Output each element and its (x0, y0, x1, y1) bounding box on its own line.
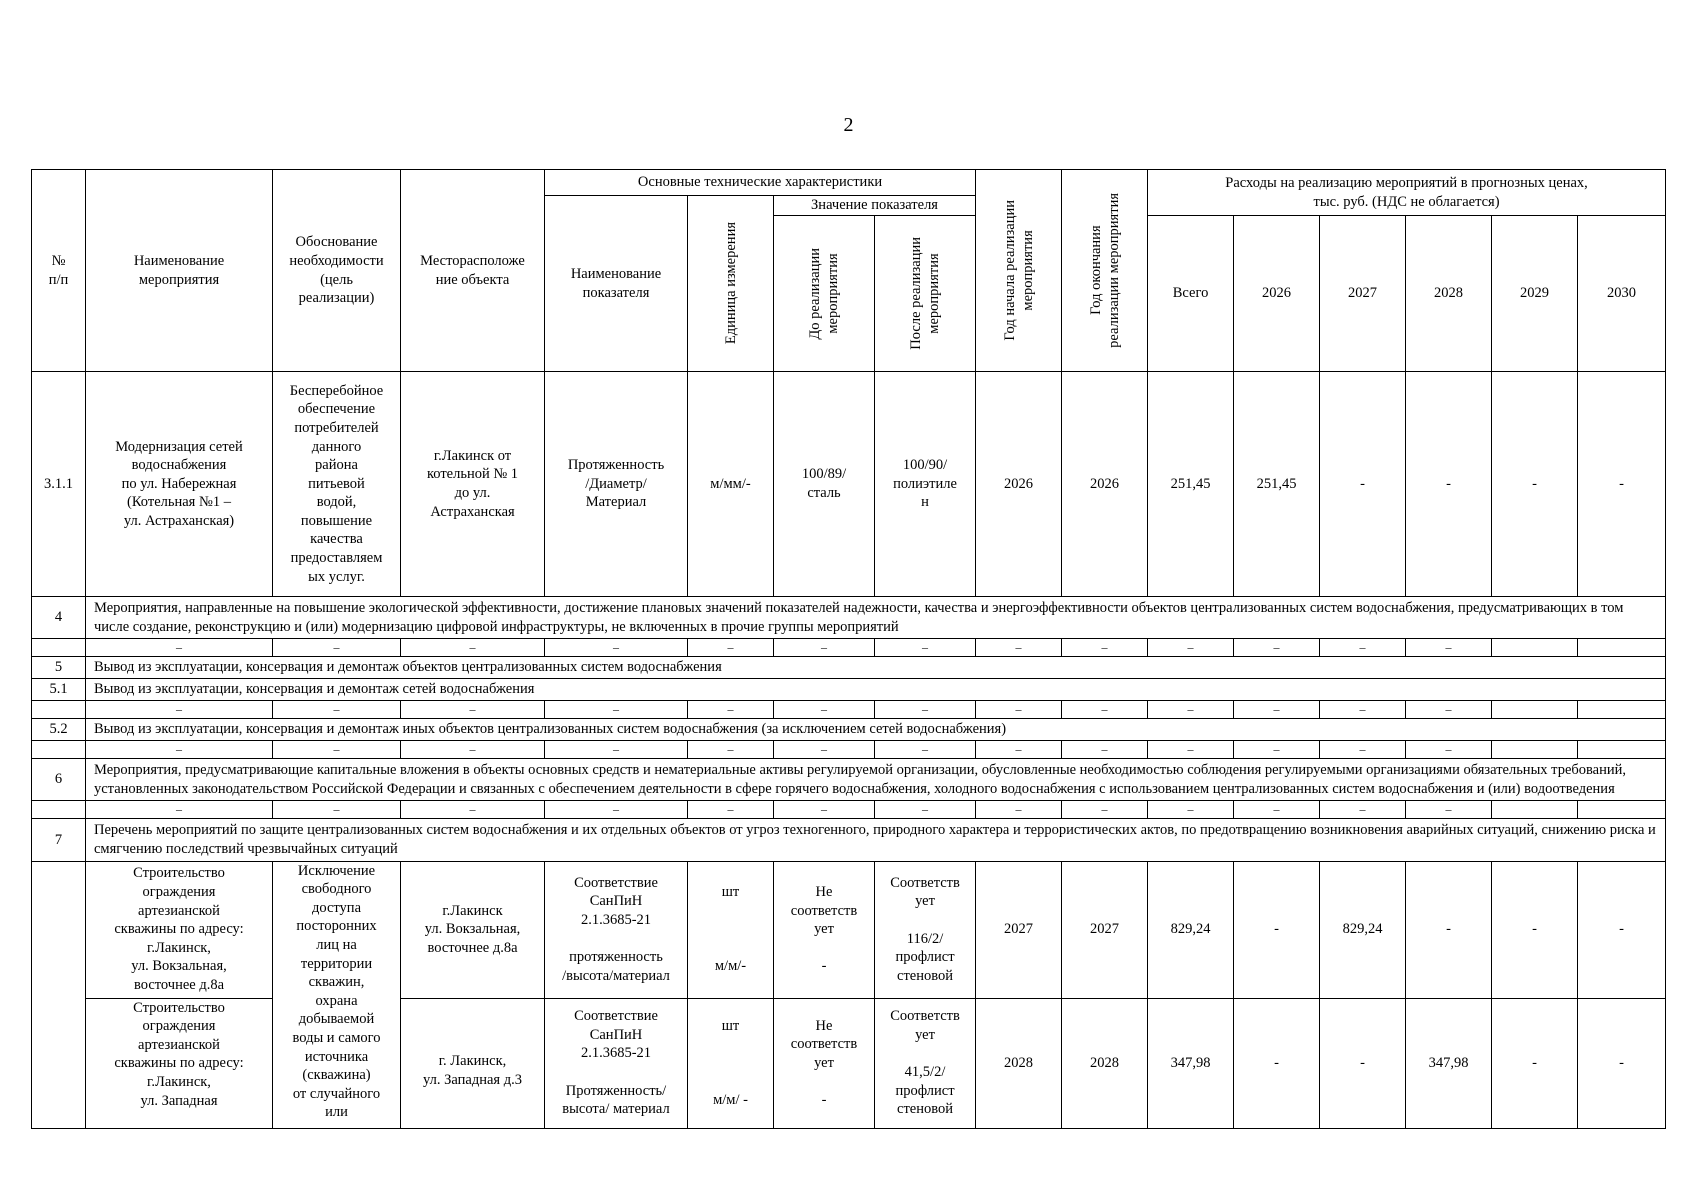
header-indicator-name: Наименование показателя (545, 196, 688, 372)
dash-cell: – (86, 741, 273, 759)
section-text: Вывод из эксплуатации, консервация и демонтаж объектов централизованных систем водоснабжения (86, 657, 1666, 679)
cell-2028: - (1406, 372, 1492, 597)
dash-cell: – (688, 741, 774, 759)
header-year-2027: 2027 (1320, 216, 1406, 372)
header-value-group: Значение показателя (774, 196, 976, 216)
cell-end: 2027 (1062, 861, 1148, 998)
dash-cell: – (273, 639, 401, 657)
dash-cell: – (1148, 801, 1234, 819)
cell-2028: - (1406, 861, 1492, 998)
dash-cell: – (774, 639, 875, 657)
cell-total: 347,98 (1148, 998, 1234, 1128)
cell-2029: - (1492, 861, 1578, 998)
cell-2030: - (1578, 998, 1666, 1128)
cell-start: 2028 (976, 998, 1062, 1128)
cell-location: г.Лакинск ул. Вокзальная, восточнее д.8а (401, 861, 545, 998)
section-text: Перечень мероприятий по защите централизованных систем водоснабжения и их отдельных объектов от угроз техногенного, природного характера и террористических актов, по предотвращению возникновения аварийных ситуаций, снижению риска и смягчению последствий чрезвычайных ситуаций (86, 819, 1666, 861)
dash-cell: – (1406, 741, 1492, 759)
cell-before: Не соответств ует - (774, 861, 875, 998)
cell-2026: - (1234, 998, 1320, 1128)
dash-cell: – (1062, 801, 1148, 819)
measures-table (31, 169, 1666, 1129)
dash-cell: – (875, 741, 976, 759)
header-costs-group: Расходы на реализацию мероприятий в прогнозных ценах, тыс. руб. (НДС не облагается) (1148, 170, 1666, 216)
header-year-2026: 2026 (1234, 216, 1320, 372)
section-row (32, 597, 1666, 639)
cell-name: Строительство ограждения артезианской скважины по адресу: г.Лакинск, ул. Западная (86, 998, 273, 1128)
header-year-2030: 2030 (1578, 216, 1666, 372)
cell-after: 100/90/ полиэтиле н (875, 372, 976, 597)
dash-cell: – (1320, 741, 1406, 759)
cell-start: 2027 (976, 861, 1062, 998)
header-year-2029: 2029 (1492, 216, 1578, 372)
cell-num: 3.1.1 (32, 372, 86, 597)
header-unit: Единица измерения (688, 196, 774, 372)
dash-cell: – (86, 701, 273, 719)
cell-name: Модернизация сетей водоснабжения по ул. Набережная (Котельная №1 – ул. Астраханская) (86, 372, 273, 597)
cell-2030: - (1578, 861, 1666, 998)
header-end-year: Год окончания реализации мероприятия (1062, 170, 1148, 372)
dash-cell: – (1234, 701, 1320, 719)
cell-2027: 829,24 (1320, 861, 1406, 998)
header-name: Наименование мероприятия (86, 170, 273, 372)
header-year-2028: 2028 (1406, 216, 1492, 372)
dash-cell: – (1320, 801, 1406, 819)
section-num: 6 (32, 759, 86, 801)
dash-cell: – (976, 639, 1062, 657)
cell-2029: - (1492, 372, 1578, 597)
dash-cell: – (1062, 701, 1148, 719)
cell-after: Соответств ует 116/2/ профлист стеновой (875, 861, 976, 998)
header-start-year: Год начала реализации мероприятия (976, 170, 1062, 372)
cell-2027: - (1320, 998, 1406, 1128)
table-row (32, 861, 1666, 998)
cell-unit: шт м/м/- (688, 861, 774, 998)
cell-start: 2026 (976, 372, 1062, 597)
dash-row (32, 639, 1666, 657)
dash-cell: – (875, 639, 976, 657)
cell-justification: Бесперебойное обеспечение потребителей данного района питьевой водой, повышение качества предоставляем ых услуг. (273, 372, 401, 597)
cell-unit: шт м/м/ - (688, 998, 774, 1128)
dash-cell: – (545, 741, 688, 759)
dash-cell: – (273, 741, 401, 759)
header-tech-group: Основные технические характеристики (545, 170, 976, 196)
dash-cell: – (86, 639, 273, 657)
cell-2029: - (1492, 998, 1578, 1128)
dash-cell: – (273, 801, 401, 819)
dash-cell: – (401, 639, 545, 657)
dash-cell: – (976, 801, 1062, 819)
cell-total: 251,45 (1148, 372, 1234, 597)
cell-indicator: Протяженность /Диаметр/ Материал (545, 372, 688, 597)
section-row (32, 657, 1666, 679)
cell-unit: м/мм/- (688, 372, 774, 597)
cell-end: 2026 (1062, 372, 1148, 597)
dash-cell: – (1406, 639, 1492, 657)
dash-cell: – (401, 701, 545, 719)
section-num: 5.2 (32, 719, 86, 741)
dash-cell: – (1148, 639, 1234, 657)
dash-cell: – (1406, 801, 1492, 819)
dash-cell: – (1234, 741, 1320, 759)
cell-2026: - (1234, 861, 1320, 998)
header-before: До реализации мероприятия (774, 216, 875, 372)
dash-cell: – (1234, 801, 1320, 819)
section-row (32, 679, 1666, 701)
section-row (32, 719, 1666, 741)
cell-indicator: Соответствие СанПиН 2.1.3685-21 Протяженность/ высота/ материал (545, 998, 688, 1128)
cell-2027: - (1320, 372, 1406, 597)
cell-before: Не соответств ует - (774, 998, 875, 1128)
cell-before: 100/89/ сталь (774, 372, 875, 597)
cell-2026: 251,45 (1234, 372, 1320, 597)
cell-location: г.Лакинск от котельной № 1 до ул. Астраханская (401, 372, 545, 597)
dash-cell: – (774, 701, 875, 719)
dash-cell: – (86, 801, 273, 819)
dash-cell: – (401, 801, 545, 819)
cell-name: Строительство ограждения артезианской скважины по адресу: г.Лакинск, ул. Вокзальная, восточнее д.8а (86, 861, 273, 998)
dash-cell: – (545, 639, 688, 657)
header-after: После реализации мероприятия (875, 216, 976, 372)
dash-cell: – (545, 801, 688, 819)
dash-row (32, 801, 1666, 819)
cell-after: Соответств ует 41,5/2/ профлист стеновой (875, 998, 976, 1128)
section-row (32, 759, 1666, 801)
cell-total: 829,24 (1148, 861, 1234, 998)
cell-2030: - (1578, 372, 1666, 597)
header-justification: Обоснование необходимости (цель реализации) (273, 170, 401, 372)
dash-cell: – (774, 801, 875, 819)
dash-cell: – (401, 741, 545, 759)
cell-num (32, 861, 86, 1128)
cell-end: 2028 (1062, 998, 1148, 1128)
section-text: Вывод из эксплуатации, консервация и демонтаж сетей водоснабжения (86, 679, 1666, 701)
dash-cell: – (1320, 639, 1406, 657)
dash-cell: – (1148, 701, 1234, 719)
dash-cell: – (688, 801, 774, 819)
section-row (32, 819, 1666, 861)
header-num: № п/п (32, 170, 86, 372)
dash-cell: – (1148, 741, 1234, 759)
table-row (32, 372, 1666, 597)
section-text: Вывод из эксплуатации, консервация и демонтаж иных объектов централизованных систем водоснабжения (за исключением сетей водоснабжения) (86, 719, 1666, 741)
section-text: Мероприятия, направленные на повышение экологической эффективности, достижение плановых значений показателей надежности, качества и энергоэффективности объектов централизованных систем водоснабжения, предусматривающих в том числе создание, реконструкцию и (или) модернизацию цифровой инфраструктуры, не включенных в прочие группы мероприятий (86, 597, 1666, 639)
dash-cell: – (976, 701, 1062, 719)
cell-indicator: Соответствие СанПиН 2.1.3685-21 протяженность /высота/материал (545, 861, 688, 998)
dash-cell: – (1320, 701, 1406, 719)
dash-cell: – (688, 639, 774, 657)
cell-location: г. Лакинск, ул. Западная д.3 (401, 998, 545, 1128)
header-total: Всего (1148, 216, 1234, 372)
dash-cell: – (774, 741, 875, 759)
section-num: 5.1 (32, 679, 86, 701)
dash-cell: – (875, 701, 976, 719)
dash-cell: – (1062, 639, 1148, 657)
dash-cell: – (1234, 639, 1320, 657)
dash-cell: – (688, 701, 774, 719)
section-num: 4 (32, 597, 86, 639)
page-number: 2 (843, 114, 854, 136)
dash-row (32, 701, 1666, 719)
dash-cell: – (273, 701, 401, 719)
dash-cell: – (545, 701, 688, 719)
dash-cell: – (976, 741, 1062, 759)
dash-cell: – (1062, 741, 1148, 759)
section-num: 5 (32, 657, 86, 679)
section-text: Мероприятия, предусматривающие капитальные вложения в объекты основных средств и нематериальные активы регулируемой организации, обусловленные необходимостью соблюдения регулируемыми организациями обязательных требований, установленных законодательством Российской Федерации и связанных с обеспечением деятельности в сфере горячего водоснабжения, холодного водоснабжения с использованием централизованных систем водоснабжения и (или) водоотведения (86, 759, 1666, 801)
dash-row (32, 741, 1666, 759)
cell-2028: 347,98 (1406, 998, 1492, 1128)
dash-cell: – (875, 801, 976, 819)
section-num: 7 (32, 819, 86, 861)
dash-cell: – (1406, 701, 1492, 719)
cell-justification: Исключение свободного доступа посторонних лиц на территории скважин, охрана добываемой воды и самого источника (скважина) от случайного или (273, 861, 401, 1128)
header-location: Месторасположе ние объекта (401, 170, 545, 372)
